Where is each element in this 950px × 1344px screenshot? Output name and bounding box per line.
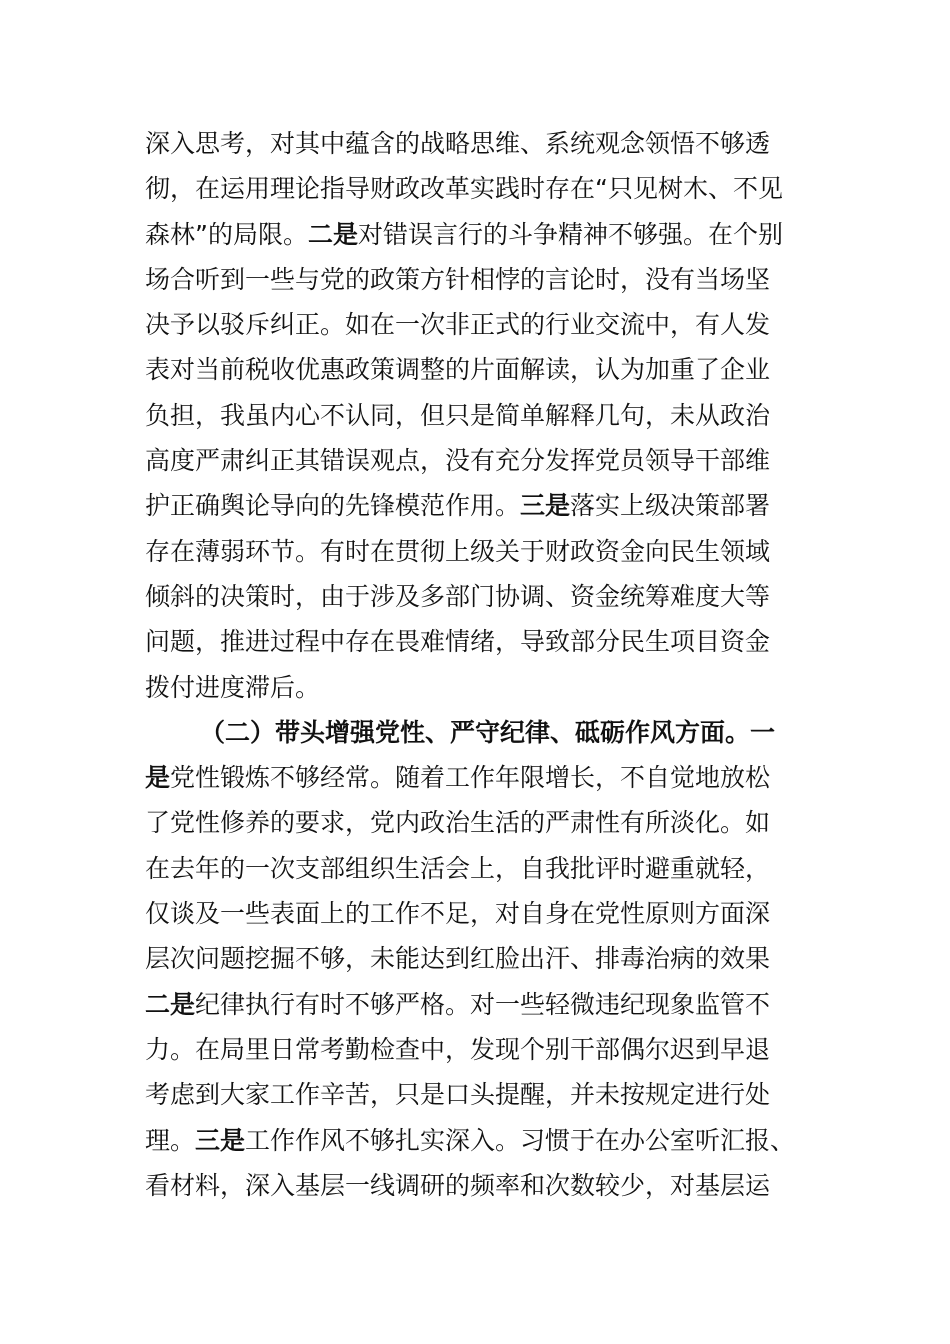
text-line (145, 302, 825, 347)
text-segment: 理。 (145, 1125, 196, 1155)
text-segment: 森林”的局限。 (145, 219, 308, 249)
text-line (145, 121, 825, 166)
text-segment: 表对当前税收优惠政策调整的片面解读，认为加重了企业 (145, 355, 771, 385)
text-line (145, 755, 825, 800)
text-line (145, 574, 825, 619)
bold-text-segment: 是 (145, 763, 171, 793)
bold-text-segment: 二是 (145, 989, 196, 1019)
text-line (145, 891, 825, 936)
bold-text-segment: 二是 (307, 219, 358, 249)
text-segment: 在去年的一次支部组织生活会上，自我批评时避重就轻， (145, 853, 771, 883)
text-segment: 对错误言行的斗争精神不够强。在个别 (357, 219, 783, 249)
text-segment: 决予以驳斥纠正。如在一次非正式的行业交流中，有人发 (145, 310, 771, 340)
text-line (145, 800, 825, 845)
bold-text-segment: 三是 (195, 1125, 246, 1155)
text-line (145, 936, 825, 981)
text-segment: 高度严肃纠正其错误观点，没有充分发挥党员领导干部维 (145, 446, 771, 476)
text-line (145, 483, 825, 528)
text-line (145, 1163, 825, 1208)
document-body (145, 121, 825, 1208)
text-segment: 存在薄弱环节。有时在贯彻上级关于财政资金向民生领域 (145, 536, 771, 566)
text-segment: 党性锻炼不够经常。随着工作年限增长，不自觉地放松 (170, 763, 771, 793)
text-segment: 了党性修养的要求，党内政治生活的严肃性有所淡化。如 (145, 808, 771, 838)
text-segment: 倾斜的决策时，由于涉及多部门协调、资金统筹难度大等 (145, 581, 771, 611)
text-segment: 护正确舆论导向的先锋模范作用。 (145, 491, 521, 521)
text-segment: 彻，在运用理论指导财政改革实践时存在“只见树木、不见 (145, 174, 783, 204)
text-line (145, 393, 825, 438)
text-segment: 仅谈及一些表面上的工作不足，对自身在党性原则方面深 (145, 899, 771, 929)
text-line (145, 212, 825, 257)
text-segment: 深入思考，对其中蕴含的战略思维、系统观念领悟不够透 (145, 129, 771, 158)
text-line (145, 710, 825, 755)
text-line (145, 982, 825, 1027)
text-line (145, 347, 825, 392)
text-line (145, 846, 825, 891)
text-line (145, 166, 825, 211)
text-segment: 拨付进度滞后。 (145, 672, 321, 702)
text-line (145, 1072, 825, 1117)
text-segment: 看材料，深入基层一线调研的频率和次数较少，对基层运 (145, 1170, 771, 1200)
text-segment: 问题，推进过程中存在畏难情绪，导致部分民生项目资金 (145, 627, 771, 657)
text-segment: 负担，我虽内心不认同，但只是简单解释几句，未从政治 (145, 400, 771, 430)
text-line (145, 438, 825, 483)
text-segment: 场合听到一些与党的政策方针相悖的言论时，没有当场坚 (145, 264, 771, 294)
text-line (145, 1027, 825, 1072)
text-segment: 力。在局里日常考勤检查中，发现个别干部偶尔迟到早退 (145, 1034, 771, 1064)
text-segment: 层次问题挖掘不够，未能达到红脸出汗、排毒治病的效果 (145, 944, 771, 974)
text-segment: 工作作风不够扎实深入。习惯于在办公室听汇报、 (245, 1125, 796, 1155)
text-line (145, 529, 825, 574)
bold-text-segment: 三是 (520, 491, 571, 521)
text-segment: 纪律执行有时不够严格。对一些轻微违纪现象监管不 (195, 989, 771, 1019)
bold-text-segment: （二）带头增强党性、严守纪律、砥砺作风方面。一 (200, 717, 776, 747)
text-line (145, 257, 825, 302)
text-line (145, 1118, 825, 1163)
text-segment: 落实上级决策部署 (570, 491, 771, 521)
text-line (145, 665, 825, 710)
text-line (145, 619, 825, 664)
text-segment: 考虑到大家工作辛苦，只是口头提醒，并未按规定进行处 (145, 1080, 771, 1110)
